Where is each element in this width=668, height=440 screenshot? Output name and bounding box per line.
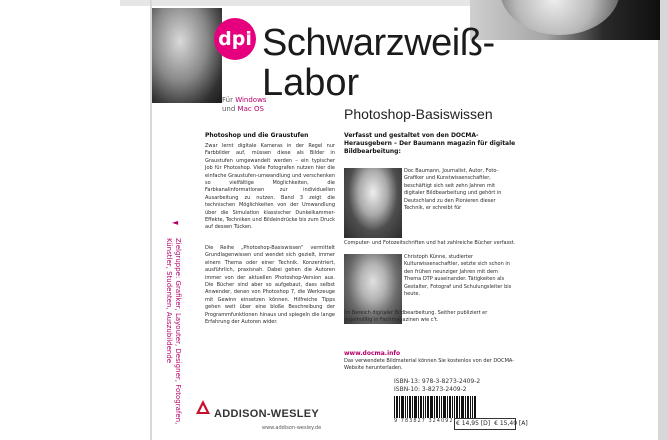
- platform-connector: und: [222, 105, 238, 113]
- author-text-1: Doc Baumann, Journalist, Autor, Foto-Grafiker und Kunstwissenschaftler, beschäftigt sich seit zehn Jahren mit digitaler Bildbearbeitung und gehört in Deutschland zu den Pionieren dieser Technik, er schreibt für: [404, 168, 502, 212]
- author-photo-1: [344, 168, 402, 238]
- barcode-digits: 9 783827 324092: [394, 418, 454, 424]
- hand-photo: [152, 8, 222, 103]
- website-link[interactable]: www.docma.info: [344, 350, 401, 357]
- publisher-name: ADDISON-WESLEY: [214, 408, 320, 420]
- platform-mac: Mac OS: [237, 105, 264, 113]
- publisher-url[interactable]: www.addison-wesley.de: [262, 425, 322, 431]
- right-column: [344, 132, 516, 159]
- target-audience-line-1: Zielgruppe: Grafiker, Layouter, Designer, Fotografen,: [174, 238, 182, 425]
- author-text-2-continued: Im Bereich digitaler Bildbearbeitung. Seither publiziert er regelmäßig in Fachmagazinen wie c't.: [344, 310, 488, 324]
- arrow-left-icon: ◄: [172, 218, 179, 227]
- target-audience-text: [164, 238, 182, 438]
- left-paragraph-2: Die Reihe „Photoshop-Basiswissen“ vermittelt Grundlagenwissen und wendet sich gezielt, immer einem Thema oder einer Technik. Konzentriert, ausführlich, praxisnah. Dabei gehen die Autoren immer von der aktuellen Photoshop-Version aus. Die Bücher sind aber so aufgebaut, dass selbst Anwender, denen von Photoshop 7, die Werkzeuge mit Gewinn einsetzen können. Hilfreiche Tipps gehen weit über eine bloße Beschreibung der Programmfunktionen hinaus und spiegeln die lange Erfahrung der Autoren wider.: [205, 244, 335, 325]
- dpi-logo: dpi: [214, 18, 256, 60]
- isbn-13: ISBN-13: 978-3-8273-2409-2: [394, 378, 481, 385]
- portrait-photo-top: [470, 0, 660, 40]
- isbn-10: ISBN-10: 3-8273-2409-2: [394, 386, 467, 393]
- series-subtitle: Photoshop-Basiswissen: [344, 106, 493, 122]
- price-austria: € 15,40 [A]: [494, 420, 528, 427]
- barcode: [394, 396, 504, 418]
- author-text-1-continued: Computer- und Fotozeitschriften und hat zahlreiche Bücher verfasst.: [344, 240, 516, 246]
- prices: [456, 420, 528, 427]
- platform-note: [222, 96, 266, 114]
- website-note: Das verwendete Bildmaterial können Sie kostenlos von der DOCMA-Website herunterladen.: [344, 358, 515, 372]
- left-paragraph-1: Zwar lernt digitale Kameras in der Regel nur Farbbilder auf, müssen diese als Bilder in Graustufen umgewandelt werden – ein typischer Job für Photoshop. Viele Fotografen nutzen hier die einfache Graustufen-umwandlung und verschenken so vielfältige Möglichkeiten, die Farbkanalinformationen zur individuellen Ausarbeitung zu nutzen. Band 3 zeigt die technischen Möglichkeiten von der Umwandlung über die Simulation klassischer Dunkelkammer-Effekte, Techniken und Bildeindrücke bis zum Druck auf dessen Tücken.: [205, 143, 335, 231]
- right-heading: Verfasst und gestaltet von den DOCMA-Herausgebern – Der Baumann magazin für digitale Bildbearbeitung:: [344, 132, 516, 155]
- cover-right-edge: [658, 0, 668, 440]
- platform-windows: Windows: [235, 96, 267, 104]
- left-heading: Photoshop und die Graustufen: [205, 132, 309, 139]
- title-line-1: Schwarzweiß-: [262, 22, 495, 64]
- left-column: [205, 132, 335, 326]
- platform-prefix: Für: [222, 96, 236, 104]
- target-audience-line-2: Künstler, Studenten, Auszubildende: [165, 238, 173, 364]
- spacer: [205, 238, 335, 242]
- author-text-2: Christoph Künne, studierter Kulturwissenschaftler, setzte sich schon in den frühen neunziger Jahren mit dem Thema DTP auseinander. Tätigkeiten als Gestalter, Fotograf und Schulungsleiter bis heute.: [404, 254, 512, 298]
- price-germany: € 14,95 [D]: [456, 420, 491, 427]
- title-line-2: Labor: [262, 62, 360, 104]
- addison-wesley-logo-icon: [196, 400, 210, 414]
